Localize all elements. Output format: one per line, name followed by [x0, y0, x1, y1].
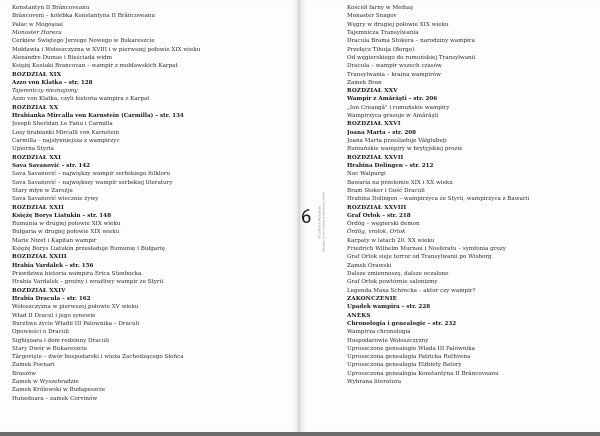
- chapter-heading: ZAKOŃCZENIE: [347, 295, 398, 302]
- left-page: [0, 0, 298, 432]
- toc-entry: Monaster Snagov: [347, 13, 397, 20]
- toc-entry: Carmilla – najsłynniejsza z wampirzyc: [12, 138, 120, 144]
- toc-entry: Azzo von Klatka, czyli historia wampira z Karpat: [12, 96, 150, 103]
- toc-entry: Węgry w drugiej połowie XIX wieku: [347, 21, 449, 28]
- toc-entry: Losy hrabianki Mircalli von Karnstein: [12, 129, 120, 136]
- chapter-title: Wampir z Amărăşti – str. 206: [347, 96, 438, 103]
- toc-entry: [347, 420, 597, 428]
- toc-entry: Uproszczona genealogia Konstantyna II Brâncoveanu: [347, 370, 499, 377]
- running-head-line-1: W ŚLADACH PRZYJACIÓŁ: [317, 205, 322, 239]
- toc-entry: Uproszczona genealogia Elżbiety Batory: [347, 362, 462, 369]
- toc-entry: Od węgierskiego do rumuńskiej Transylwanii: [347, 54, 476, 61]
- toc-entry: Hrabina Dolingen – wampirzyca ze Styrii, wampirzyca z Bawarii: [347, 196, 530, 203]
- chapter-heading: ROZDZIAŁ XXVIII: [347, 204, 407, 211]
- chapter-heading: ROZDZIAŁ XIX: [12, 71, 62, 78]
- toc-entry: Ördög, vrolok, Orlok: [347, 229, 406, 236]
- toc-entry: Opowieści o Draculi: [12, 329, 69, 336]
- toc-entry: Sava Savanović wiecznie żywy: [12, 196, 99, 203]
- running-head: [309, 182, 335, 262]
- chapter-heading: ROZDZIAŁ XXIV: [12, 287, 66, 294]
- toc-entry: Zamek Poenari: [12, 362, 55, 369]
- toc-entry: [347, 411, 597, 419]
- chapter-title: Hrabina Dolingen – str. 212: [347, 162, 434, 169]
- toc-entry: Mołdawia i Wołoszczyzna w XVIII i w pierwszej połowie XIX wieku: [12, 46, 201, 53]
- toc-entry: Sava Savanović – największy wampir serbskiej literatury: [12, 179, 173, 186]
- toc-entry: Ördög – węgierski demon: [347, 221, 420, 228]
- toc-entry: Târgovişte – dwór hospodarski i wieża Zachodzącego Słońca: [12, 354, 184, 361]
- toc-entry: Uproszczona genealogia Patricka Ruthvena: [347, 354, 471, 361]
- toc-entry: Graf Orlok sieje terror od Transylwanii po Wisborg: [347, 254, 492, 261]
- chapter-heading: ROZDZIAŁ XXVII: [347, 154, 404, 161]
- chapter-heading: ROZDZIAŁ XX: [12, 104, 59, 111]
- toc-entry: Księżę Borys Liatukin przesładuje Rumunię i Bułgarię: [12, 246, 165, 253]
- right-page-contents: [347, 4, 597, 436]
- chapter-heading: ROZDZIAŁ XXI: [12, 154, 62, 161]
- toc-entry: Hospodarowie Wołoszczyzny: [347, 337, 429, 344]
- toc-entry: Alexandre Dumas i Bieściada widm: [12, 54, 113, 61]
- toc-entry: Kościół farny w Mediaş: [347, 5, 413, 11]
- toc-entry: Dalsze zmiennoszę, dalsze oczalone: [347, 271, 449, 277]
- chapter-title: Księżę Borys Liatukin – str. 148: [12, 212, 111, 219]
- toc-entry: Rumuńskie wampiry w brytyjskiej prozie: [347, 146, 463, 153]
- toc-entry: Pałac w Mogoşoai: [12, 21, 63, 28]
- page-number-mark: [300, 207, 312, 225]
- left-page-contents: [12, 4, 292, 436]
- chapter-heading: ROZDZIAŁ XXV: [347, 88, 398, 95]
- chapter-title: Hrabia Vardalek – str. 156: [12, 262, 94, 269]
- toc-entry: [12, 420, 292, 428]
- toc-entry: Zamek w Wyszehradzie: [12, 379, 79, 386]
- toc-entry: Bram Stoker i Gość Draculi: [347, 187, 425, 194]
- toc-entry: Stary Dwór w Bukareszcie: [12, 345, 88, 352]
- chapter-title: Hrabianka Mircalla von Karnstein (Carmilla) – str. 134: [12, 113, 184, 120]
- toc-entry: Graf Orlok powtórnie salonizmy: [347, 279, 438, 286]
- toc-entry: Marie Nizet i Kapitan wampir: [12, 237, 97, 244]
- toc-entry: [347, 395, 597, 403]
- toc-entry: Tajemniczy nieznajomy: [12, 88, 78, 95]
- toc-entry: Wampirza chronologia: [347, 329, 411, 336]
- toc-entry: Brâncoveni – kolebka Konstantyna II Brâncoveanu: [12, 13, 155, 20]
- toc-entry: Wołoszczyzna w pierwszej połowie XV wieku: [12, 304, 139, 311]
- toc-entry: Wład II Dracul i jego synowie: [12, 312, 96, 319]
- chapter-title: Graf Orlok – str. 218: [347, 212, 411, 219]
- toc-entry: Stary młyn w Zarożju: [12, 187, 73, 194]
- toc-entry: Cerkiew Świętego Jerzego Nowego w Bukareszcie: [12, 38, 155, 45]
- chapter-heading: ANEKS: [347, 312, 371, 319]
- toc-entry: [12, 403, 292, 411]
- toc-entry: Friedrich Wilhelm Murnau i Nosferatu – symfonia grozy: [347, 246, 506, 253]
- toc-entry: Wybrana literatura: [347, 379, 402, 386]
- toc-entry: Zamek Bran: [347, 79, 382, 86]
- toc-entry: Uproszczone genealogie Włada III Palownika: [347, 345, 475, 352]
- toc-entry: Konstantyn II Brâncoveanu: [12, 5, 90, 11]
- toc-entry: [12, 411, 292, 419]
- toc-entry: Zamek Orawski: [347, 262, 392, 269]
- toc-entry: Legenda Maxa Schrecka – aktor czy wampir?: [347, 287, 476, 294]
- toc-entry: Monaster Horezu: [12, 29, 62, 36]
- chapter-title: Azzo von Klatka – str. 128: [12, 79, 93, 86]
- toc-entry: Braszów: [12, 370, 37, 377]
- toc-entry: Joseph Sheridan Le Fanu i Carmilla: [12, 121, 113, 128]
- toc-entry: Tajemnicza Transylwania: [347, 29, 419, 36]
- running-head-line-2: Wampiry ze wsi i Karpat w literaturze i filmie: [321, 191, 325, 253]
- chapter-heading: ROZDZIAŁ XXIII: [12, 254, 67, 261]
- toc-entry: Sava Savanović – najwiękzy wampir serbskiego folkloru: [12, 171, 171, 178]
- toc-entry: Rumunia w drugiej połowie XIX wieku: [12, 221, 121, 228]
- chapter-title: Chronologia i genealogie – str. 232: [347, 320, 457, 327]
- toc-entry: Wampirzyca grasuje w Amărăşti: [347, 113, 439, 120]
- chapter-title: Joana Marta – str. 208: [347, 129, 417, 136]
- toc-entry: Dracula – wampir wszech czasów: [347, 63, 442, 70]
- toc-entry: Joana Marta prześladuje Vâlgiubeţi: [347, 138, 447, 144]
- toc-entry: Księżę Kostaki Brancovan – wampir z mołdawskich Karpat: [12, 63, 178, 70]
- chapter-title: Hrabia Dracula – str. 162: [12, 295, 91, 302]
- toc-entry: Upiorna Styria: [12, 146, 54, 153]
- toc-entry: [347, 386, 597, 394]
- toc-entry: Bułgaria w drugiej połowie XIX wieku: [12, 229, 120, 236]
- toc-entry: Karpaty w latach 20. XX wieku: [347, 237, 435, 244]
- chapter-title: Upadek wampira – str. 228: [347, 304, 431, 311]
- toc-entry: Hunedoara – zamek Corvinów: [12, 395, 98, 402]
- toc-entry: „Ion Creangă" i rumuńskie wampiry: [347, 104, 450, 111]
- toc-entry: Transylwania – kraina wampirów: [347, 71, 441, 78]
- toc-entry: Sighişoara i dom rodzinny Draculi: [12, 337, 109, 344]
- toc-entry: Noc Walpurgi: [347, 171, 386, 178]
- toc-entry: Zamek Królewski w Budapeszcie: [12, 387, 106, 394]
- toc-entry: Prawdziwa historia wampira Erica Stenbocka: [12, 271, 142, 277]
- chapter-heading: ROZDZIAŁ XXII: [12, 204, 64, 211]
- toc-entry: Przełęcz Tihuţa (Borgo): [347, 46, 415, 53]
- toc-entry: Burzliwe życie Władii III Palownika – Draculi: [12, 320, 140, 327]
- toc-entry: Bawaria na przełomie XIX i XX wieku: [347, 179, 453, 186]
- toc-entry: Hrabia Vardalek – groźny i wraźliwy wampir ze Styrii: [12, 279, 164, 286]
- chapter-heading: ROZDZIAŁ XXVI: [347, 121, 401, 128]
- page-number-glyph-icon: [300, 207, 312, 225]
- chapter-title: Sava Savanović – str. 142: [12, 162, 91, 169]
- toc-entry: Dracula Brama Stokera – narodziny wampira: [347, 38, 475, 45]
- toc-entry: [347, 403, 597, 411]
